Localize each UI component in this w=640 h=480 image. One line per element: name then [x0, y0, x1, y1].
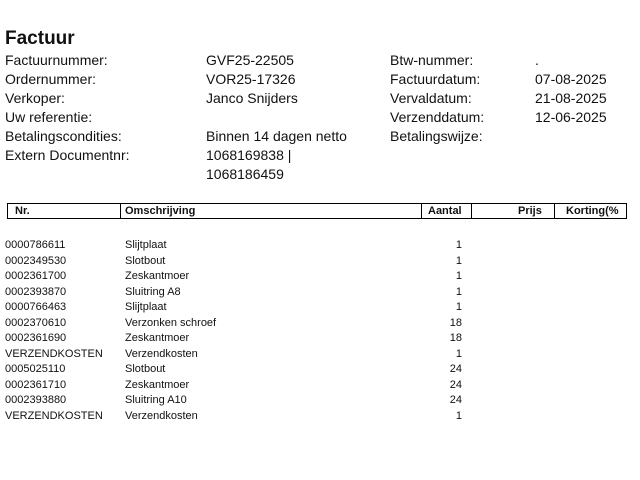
- shipping-date-value: 12-06-2025: [535, 109, 607, 125]
- column-divider: [554, 204, 555, 218]
- order-number-value: VOR25-17326: [206, 71, 296, 87]
- table-header: [7, 203, 627, 219]
- item-description: Sluitring A8: [125, 285, 181, 298]
- item-number: VERZENDKOSTEN: [5, 347, 103, 360]
- table-row: [0, 332, 640, 348]
- column-header-nr: Nr.: [15, 205, 30, 217]
- payment-terms-label: Betalingscondities:: [5, 128, 122, 144]
- external-doc-value-2: 1068186459: [206, 166, 284, 182]
- item-description: Zeskantmoer: [125, 378, 190, 391]
- vat-number-value: .: [535, 52, 539, 68]
- invoice-date-label: Factuurdatum:: [390, 71, 481, 87]
- item-number: VERZENDKOSTEN: [5, 409, 103, 422]
- invoice-number-label: Factuurnummer:: [5, 52, 108, 68]
- vat-number-label: Btw-nummer:: [390, 52, 474, 68]
- table-row: [0, 239, 640, 255]
- column-divider: [471, 204, 472, 218]
- table-row: [0, 301, 640, 317]
- table-row: [0, 379, 640, 395]
- column-divider: [120, 204, 121, 218]
- item-quantity: 24: [449, 394, 462, 406]
- item-description: Zeskantmoer: [125, 270, 190, 282]
- column-header-price: Prijs: [518, 205, 542, 217]
- item-number: 0000766463: [5, 301, 67, 313]
- item-quantity: 24: [449, 378, 462, 391]
- item-quantity: 1: [455, 301, 462, 313]
- item-description: Zeskantmoer: [125, 332, 190, 344]
- item-description: Slijtplaat: [125, 239, 167, 251]
- table-row: [0, 286, 640, 302]
- column-divider: [421, 204, 422, 218]
- payment-terms-value: Binnen 14 dagen netto: [206, 128, 347, 144]
- seller-label: Verkoper:: [5, 90, 65, 106]
- due-date-value: 21-08-2025: [535, 90, 607, 106]
- item-description: Slotbout: [125, 254, 166, 267]
- table-row: [0, 317, 640, 333]
- item-quantity: 24: [449, 363, 462, 375]
- table-row: [0, 394, 640, 410]
- table-row: [0, 363, 640, 379]
- item-quantity: 1: [455, 239, 462, 251]
- invoice-title: Factuur: [5, 28, 75, 49]
- payment-method-label: Betalingswijze:: [390, 128, 483, 144]
- column-header-quantity: Aantal: [428, 205, 462, 217]
- invoice-number-value: GVF25-22505: [206, 52, 294, 68]
- order-number-label: Ordernummer:: [5, 71, 97, 87]
- external-doc-label: Extern Documentnr:: [5, 147, 130, 163]
- table-row: [0, 348, 640, 364]
- table-row: [0, 255, 640, 271]
- item-quantity: 1: [455, 347, 462, 360]
- invoice-date-value: 07-08-2025: [535, 71, 607, 87]
- column-header-description: Omschrijving: [125, 205, 196, 217]
- item-number: 0002370610: [5, 316, 67, 329]
- item-number: 0002349530: [5, 254, 67, 267]
- item-description: Slotbout: [125, 363, 166, 375]
- seller-value: Janco Snijders: [206, 90, 298, 106]
- item-number: 0002393870: [5, 285, 67, 298]
- item-quantity: 1: [455, 270, 462, 282]
- column-header-discount: Korting(%: [566, 205, 619, 217]
- item-number: 0002393880: [5, 394, 67, 406]
- item-number: 0002361690: [5, 332, 67, 344]
- shipping-date-label: Verzenddatum:: [390, 109, 485, 125]
- item-description: Verzendkosten: [125, 409, 198, 422]
- item-description: Slijtplaat: [125, 301, 167, 313]
- table-row: [0, 270, 640, 286]
- due-date-label: Vervaldatum:: [390, 90, 472, 106]
- external-doc-value: 1068169838 |: [206, 147, 292, 163]
- item-number: 0002361700: [5, 270, 67, 282]
- your-reference-label: Uw referentie:: [5, 109, 93, 125]
- item-quantity: 1: [455, 285, 462, 298]
- item-quantity: 1: [455, 409, 462, 422]
- item-number: 0000786611: [5, 239, 66, 251]
- item-number: 0002361710: [5, 378, 67, 391]
- item-description: Sluitring A10: [125, 394, 187, 406]
- item-quantity: 1: [455, 254, 462, 267]
- item-quantity: 18: [449, 316, 462, 329]
- item-quantity: 18: [449, 332, 462, 344]
- item-number: 0005025110: [5, 363, 66, 375]
- table-row: [0, 410, 640, 426]
- item-description: Verzendkosten: [125, 347, 198, 360]
- item-description: Verzonken schroef: [125, 316, 217, 329]
